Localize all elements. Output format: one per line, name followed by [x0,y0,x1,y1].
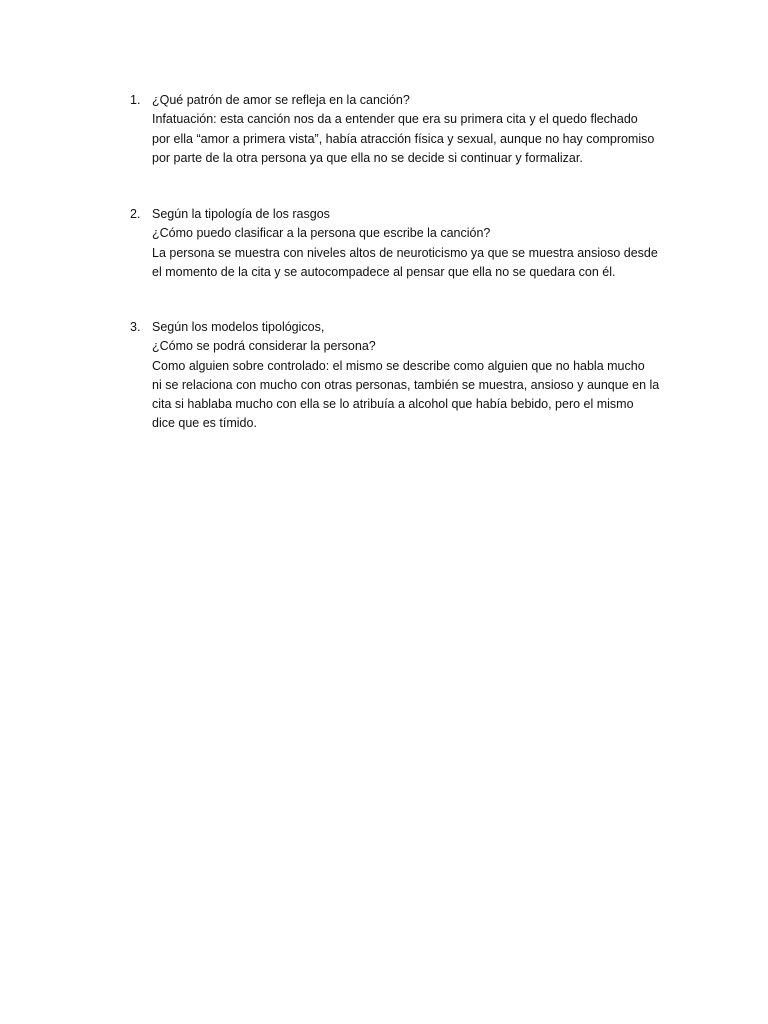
item-number: 2. [130,207,141,221]
list-item-2 [130,205,690,282]
answer-line: por parte de la otra persona ya que ella no se decide si continuar y formalizar. [152,150,583,165]
list-item-3 [130,318,690,434]
question-line: ¿Qué patrón de amor se refleja en la canción? [152,93,410,107]
answer-line: Infatuación: esta canción nos da a entender que era su primera cita y el quedo flechado [152,112,638,127]
answer-line: dice que es tímido. [152,416,257,431]
item-text [152,318,690,434]
item-text [152,91,690,168]
item-number: 1. [130,93,141,107]
item-text [152,205,690,282]
answer-line: La persona se muestra con niveles altos de neuroticismo ya que se muestra ansioso desde [152,245,658,260]
answer-line: por ella “amor a primera vista”, había atracción física y sexual, aunque no hay compromiso [152,131,655,146]
question-line: ¿Cómo se podrá considerar la persona? [152,339,376,354]
answer-line: cita si hablaba mucho con ella se lo atribuía a alcohol que había bebido, pero el mismo [152,397,634,412]
answer-line: el momento de la cita y se autocompadece al pensar que ella no se quedara con él. [152,264,616,279]
answer-line: ni se relaciona con mucho con otras personas, también se muestra, ansioso y aunque en la [152,377,660,392]
list-item-1 [130,91,690,168]
question-line: ¿Cómo puedo clasificar a la persona que escribe la canción? [152,226,491,241]
heading-line: Según los modelos tipológicos, [152,320,325,334]
item-number: 3. [130,320,141,334]
answer-line: Como alguien sobre controlado: el mismo se describe como alguien que no habla mucho [152,358,645,373]
heading-line: Según la tipología de los rasgos [152,207,330,221]
